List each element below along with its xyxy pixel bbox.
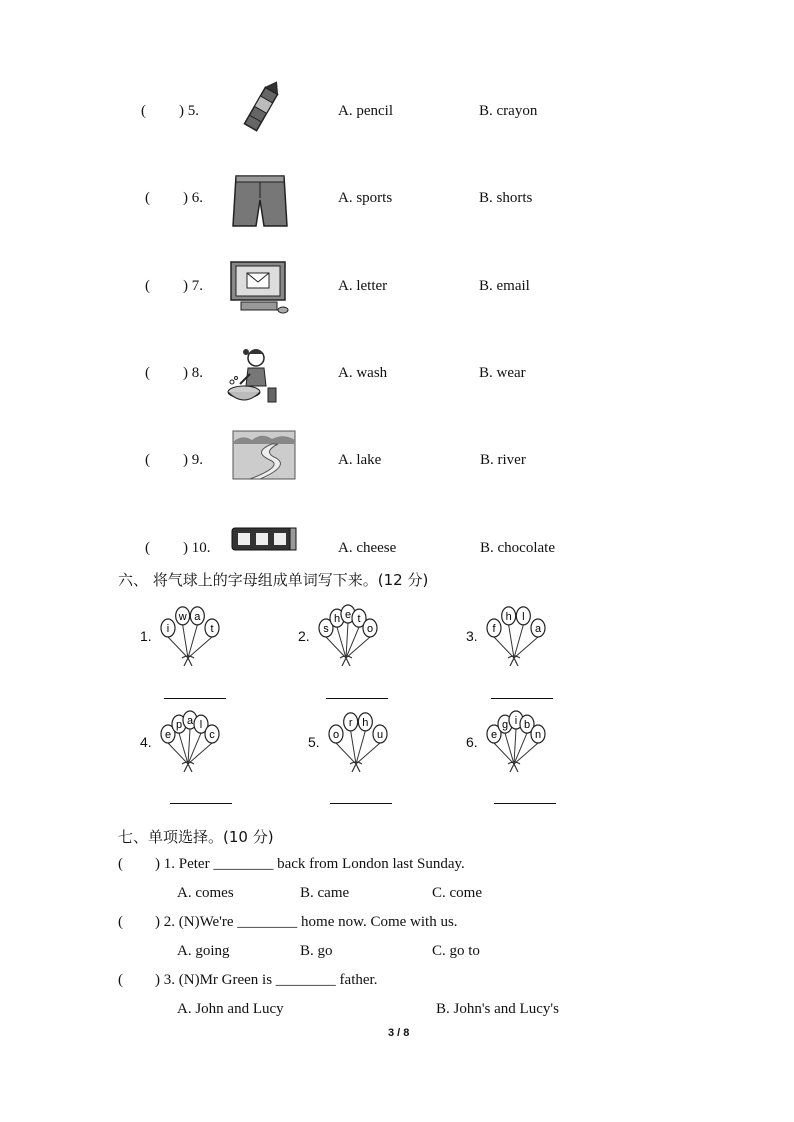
- balloon-letter: t: [210, 623, 214, 635]
- balloon-letter: l: [199, 719, 203, 732]
- balloon-bunch-3: [466, 602, 556, 682]
- balloon-letter: u: [376, 729, 384, 741]
- balloon-letter: h: [362, 716, 369, 729]
- option-c[interactable]: C. go to: [432, 943, 480, 959]
- answer-bracket-open[interactable]: (: [145, 278, 150, 294]
- question-number: ) 8.: [183, 365, 203, 381]
- balloon-string: [514, 625, 523, 658]
- balloon: [487, 619, 501, 637]
- balloon: [205, 725, 219, 743]
- item-number: 2.: [298, 628, 310, 644]
- balloon-svg: [466, 602, 556, 682]
- river-icon: [232, 430, 296, 480]
- option-a[interactable]: A. wash: [338, 365, 388, 381]
- answer-bracket-open[interactable]: (: [118, 972, 123, 988]
- option-b[interactable]: B. crayon: [479, 103, 538, 119]
- question-stem: ) 3. (N)Mr Green is ________ father.: [155, 972, 378, 988]
- question-number: ) 10.: [183, 540, 211, 556]
- balloon-svg: [298, 602, 388, 682]
- balloon-letter: r: [348, 716, 353, 729]
- balloon-letter: h: [505, 610, 512, 623]
- computer-email-icon: [229, 260, 291, 316]
- balloon-letter: a: [194, 610, 201, 623]
- balloon-letter: a: [534, 623, 542, 635]
- balloon: [502, 607, 516, 625]
- balloon-svg: [466, 708, 556, 788]
- balloon: [344, 713, 358, 731]
- answer-bracket-open[interactable]: (: [118, 856, 123, 872]
- answer-line-2[interactable]: [326, 698, 388, 699]
- answer-bracket-open[interactable]: (: [145, 452, 150, 468]
- balloon-bunch-1: [140, 602, 230, 682]
- balloon-string: [514, 637, 538, 658]
- balloon-letter: s: [323, 623, 329, 635]
- option-b[interactable]: B. chocolate: [480, 540, 555, 556]
- balloon: [176, 607, 190, 625]
- option-a[interactable]: A. cheese: [338, 540, 397, 556]
- balloon: [531, 725, 545, 743]
- balloon-letter: e: [490, 729, 498, 741]
- balloon: [205, 619, 219, 637]
- question-stem: ) 2. (N)We're ________ home now. Come with us.: [155, 914, 458, 930]
- answer-bracket-open[interactable]: (: [145, 540, 150, 556]
- balloon-svg: [308, 708, 398, 788]
- answer-line-5[interactable]: [330, 803, 392, 804]
- section-7-title: 七、单项选择。(10 分): [118, 828, 274, 846]
- balloon-letter: f: [492, 623, 496, 635]
- balloon-letter: o: [332, 729, 340, 741]
- option-b[interactable]: B. email: [479, 278, 530, 294]
- section-6-title: 六、 将气球上的字母组成单词写下来。(12 分): [118, 571, 429, 589]
- balloon-letter: t: [357, 613, 361, 626]
- balloon-string: [188, 637, 212, 658]
- option-c[interactable]: C. come: [432, 885, 482, 901]
- option-a[interactable]: A. letter: [338, 278, 388, 294]
- balloon-bunch-4: [140, 708, 230, 788]
- answer-line-6[interactable]: [494, 803, 556, 804]
- balloon-letter: c: [209, 729, 215, 741]
- answer-line-4[interactable]: [170, 803, 232, 804]
- option-b[interactable]: B. shorts: [479, 190, 533, 206]
- girl-washing-icon: [222, 344, 284, 408]
- balloon: [190, 607, 204, 625]
- option-a[interactable]: A. pencil: [338, 103, 393, 119]
- balloon: [516, 607, 530, 625]
- balloon-letter: h: [333, 613, 341, 626]
- question-stem: ) 1. Peter ________ back from London last Sunday.: [155, 856, 465, 872]
- option-a[interactable]: A. comes: [177, 885, 234, 901]
- balloon-letter: l: [522, 610, 525, 623]
- balloon-letter: g: [501, 719, 509, 732]
- balloon: [329, 725, 343, 743]
- option-a[interactable]: A. lake: [338, 452, 382, 468]
- option-b[interactable]: B. river: [480, 452, 526, 468]
- balloon-svg: [140, 708, 230, 788]
- answer-bracket-open[interactable]: (: [145, 365, 150, 381]
- item-number: 4.: [140, 734, 152, 750]
- balloon-letter: i: [514, 715, 518, 727]
- balloon-string: [188, 743, 212, 764]
- option-b[interactable]: B. John's and Lucy's: [436, 1001, 559, 1017]
- balloon-string: [356, 731, 365, 764]
- option-b[interactable]: B. go: [300, 943, 333, 959]
- option-b[interactable]: B. wear: [479, 365, 526, 381]
- balloon-letter: o: [366, 623, 374, 635]
- balloon: [363, 619, 377, 637]
- balloon-string: [514, 743, 538, 764]
- balloon-letter: e: [164, 729, 172, 741]
- balloon: [373, 725, 387, 743]
- item-number: 3.: [466, 628, 478, 644]
- item-number: 6.: [466, 734, 478, 750]
- item-number: 5.: [308, 734, 320, 750]
- item-number: 1.: [140, 628, 152, 644]
- balloon: [358, 713, 372, 731]
- balloon-bunch-2: [298, 602, 388, 682]
- page-number: 3 / 8: [388, 1027, 410, 1039]
- crayon-icon: [236, 80, 286, 138]
- chocolate-icon: [230, 525, 298, 553]
- balloon: [531, 619, 545, 637]
- question-number: ) 5.: [179, 103, 199, 119]
- option-a[interactable]: A. going: [177, 943, 230, 959]
- question-number: ) 6.: [183, 190, 203, 206]
- shorts-icon: [232, 172, 288, 230]
- balloon-string: [356, 743, 380, 764]
- option-b[interactable]: B. came: [300, 885, 350, 901]
- option-a[interactable]: A. John and Lucy: [177, 1001, 284, 1017]
- option-a[interactable]: A. sports: [338, 190, 393, 206]
- answer-line-1[interactable]: [164, 698, 226, 699]
- balloon-letter: p: [175, 719, 183, 732]
- balloon-bunch-5: [308, 708, 398, 788]
- answer-line-3[interactable]: [491, 698, 553, 699]
- balloon: [161, 619, 175, 637]
- balloon-string: [188, 625, 197, 658]
- balloon-svg: [140, 602, 230, 682]
- balloon-letter: i: [166, 623, 170, 635]
- balloon-letter: a: [186, 715, 194, 727]
- answer-bracket-open[interactable]: (: [141, 103, 146, 119]
- question-number: ) 7.: [183, 278, 203, 294]
- balloon-letter: e: [344, 609, 352, 621]
- balloon-letter: n: [534, 729, 542, 741]
- question-number: ) 9.: [183, 452, 203, 468]
- balloon-bunch-6: [466, 708, 556, 788]
- balloon-letter: b: [523, 719, 531, 732]
- answer-bracket-open[interactable]: (: [145, 190, 150, 206]
- balloon-letter: w: [178, 610, 187, 623]
- balloon-string: [346, 637, 370, 658]
- answer-bracket-open[interactable]: (: [118, 914, 123, 930]
